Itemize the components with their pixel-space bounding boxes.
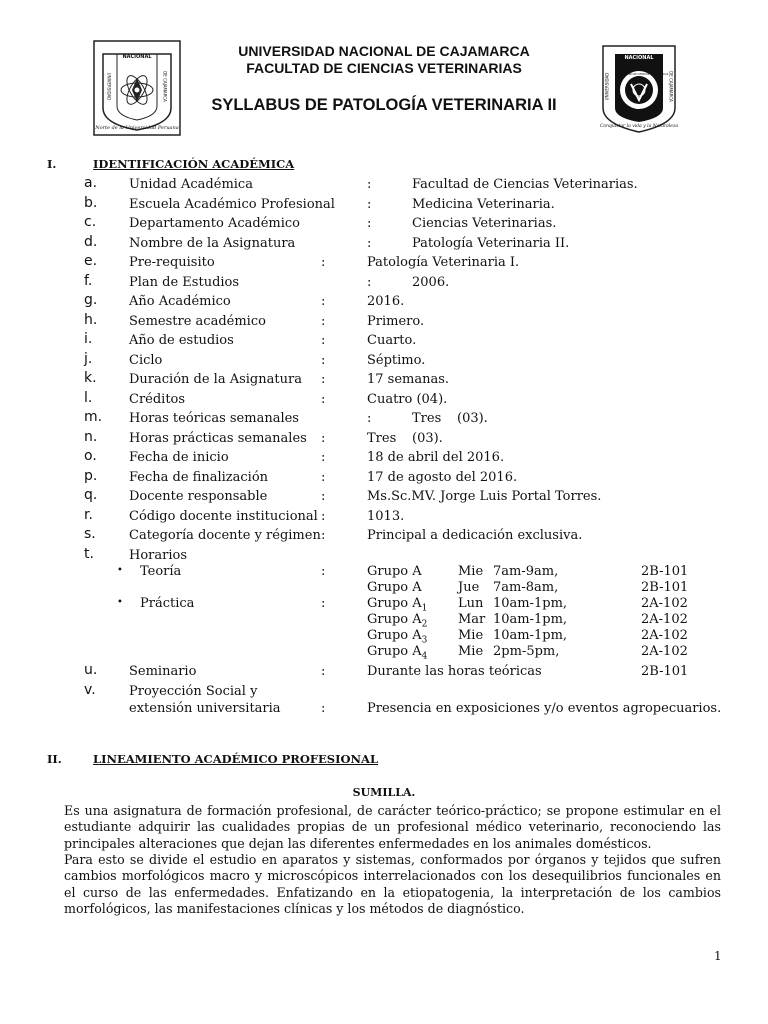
seminario-aula: 2B-101 <box>641 664 689 679</box>
seminario-label: Seminario <box>129 664 197 679</box>
item-letter-s: s. <box>84 526 96 542</box>
item-colon-q: : <box>321 489 326 504</box>
item-letter-m: m. <box>84 409 103 425</box>
schedule-day: Mar <box>458 612 486 627</box>
item-letter-g: g. <box>84 292 98 308</box>
sumilla-paragraph-2: Para esto se divide el estudio en aparatos y sistemas, conformados por órganos y tejidos que sufren cambios morfológicos macro y microscópicos interrelacionados con los desequilibrios funcionales en el curso de las enfermedades. Enfatizando en la etiopatogenia, la interpretación de los cambios morfológicos, las manifestaciones clínicas y los métodos de diagnóstico. <box>64 852 721 917</box>
item-letter-t: t. <box>84 546 94 562</box>
item-label-p: Fecha de finalización <box>129 470 269 485</box>
item-value-k: 17 semanas. <box>367 372 450 387</box>
item-letter-v: v. <box>84 682 96 698</box>
schedule-group: Grupo $A_2$ <box>367 612 428 630</box>
item-label-g: Año Académico <box>129 294 231 309</box>
item-value-e: Patología Veterinaria I. <box>367 255 520 270</box>
proyeccion-value: Presencia en exposiciones y/o eventos agropecuarios. <box>367 701 722 716</box>
item-colon-j: : <box>321 353 326 368</box>
schedule-time: 10am-1pm, <box>493 596 568 611</box>
schedule-group: Grupo $A_3$ <box>367 628 428 646</box>
schedule-day: Lun <box>458 596 484 611</box>
item-value-o: 18 de abril del 2016. <box>367 450 505 465</box>
section-2-number: II. <box>47 752 62 766</box>
item-value-p: 17 de agosto del 2016. <box>367 470 518 485</box>
item-colon-g: : <box>321 294 326 309</box>
schedule-group: Grupo A <box>367 580 422 595</box>
schedule-day: Mie <box>458 628 484 643</box>
proyeccion-colon: : <box>321 701 326 716</box>
item-colon-e: : <box>321 255 326 270</box>
item-label-d: Nombre de la Asignatura <box>129 236 296 251</box>
horario-teoria-label: Teoría <box>140 564 182 579</box>
item-colon-f: : <box>367 275 372 290</box>
item-value-l: Cuatro (04). <box>367 392 448 407</box>
item-letter-d: d. <box>84 234 98 250</box>
schedule-group: Grupo $A_1$ <box>367 596 428 614</box>
item-colon-p: : <box>321 470 326 485</box>
schedule-group-subscript: 4 <box>421 651 428 662</box>
item-colon-o: : <box>321 450 326 465</box>
item-label-l: Créditos <box>129 392 186 407</box>
item-label-j: Ciclo <box>129 353 163 368</box>
item-label-e: Pre-requisito <box>129 255 215 270</box>
item-colon-r: : <box>321 509 326 524</box>
schedule-time: 7am-9am, <box>493 564 559 579</box>
bullet-teoria: • <box>117 565 123 576</box>
logo-right-motto: Conquistar la vida y la Naturaleza <box>599 124 679 129</box>
item-label-c: Departamento Académico <box>129 216 300 231</box>
item-label-f: Plan de Estudios <box>129 275 240 290</box>
item-letter-o: o. <box>84 448 97 464</box>
schedule-day: Mie <box>458 644 484 659</box>
logo-left-side-text-2: DE CAJAMARCA <box>162 71 168 102</box>
schedule-group-subscript: 2 <box>421 619 428 630</box>
item-label-h: Semestre académico <box>129 314 266 329</box>
item-label-k: Duración de la Asignatura <box>129 372 302 387</box>
item-value-c: Ciencias Veterinarias. <box>412 216 557 231</box>
item-letter-h: h. <box>84 312 98 328</box>
item-letter-u: u. <box>84 662 98 678</box>
schedule-room: 2A-102 <box>641 644 688 659</box>
document-title: SYLLABUS DE PATOLOGÍA VETERINARIA II <box>211 96 557 114</box>
logo-left-motto: Norte de la Universidad Peruana <box>95 125 179 131</box>
item-letter-b: b. <box>84 195 98 211</box>
item-value-j: Séptimo. <box>367 353 426 368</box>
seminario-colon: : <box>321 664 326 679</box>
logo-right-side-text-2: DE CAJAMARCA <box>668 71 674 102</box>
sumilla-paragraph-1: Es una asignatura de formación profesional, de carácter teórico-práctico; se propone estimular en el estudiante adquirir las cualidades propias de un profesional médico veterinario, reconociendo las principales alteraciones que dejan las diferentes enfermedades en los animales domésticos. <box>64 803 721 851</box>
item-colon-d: : <box>367 236 372 251</box>
item-value-f: 2006. <box>412 275 450 290</box>
item-letter-j: j. <box>84 351 93 367</box>
item-value-m: Tres <box>412 411 442 426</box>
schedule-room: 2A-102 <box>641 628 688 643</box>
item-value-g: 2016. <box>367 294 405 309</box>
logo-right-arc-text: FACULTAD DE CIENCIAS VETERINARIAS <box>620 73 669 76</box>
item-value-d: Patología Veterinaria II. <box>412 236 570 251</box>
schedule-group-subscript: 1 <box>421 603 428 614</box>
item-label-o: Fecha de inicio <box>129 450 229 465</box>
horario-practica-colon: : <box>321 596 326 611</box>
item-label-r: Código docente institucional <box>129 509 318 524</box>
item-letter-c: c. <box>84 214 97 230</box>
page-number: 1 <box>714 949 722 963</box>
seminario-value: Durante las horas teóricas <box>367 664 542 679</box>
item-label-b: Escuela Académico Profesional <box>129 197 335 212</box>
logo-left-top-text: NACIONAL <box>122 54 152 60</box>
schedule-time: 10am-1pm, <box>493 628 568 643</box>
schedule-time: 10am-1pm, <box>493 612 568 627</box>
item-label-s: Categoría docente y régimen <box>129 528 321 543</box>
item-colon-i: : <box>321 333 326 348</box>
horario-teoria-colon: : <box>321 564 326 579</box>
schedule-group-subscript: 3 <box>421 635 428 646</box>
item-value-r: 1013. <box>367 509 405 524</box>
item-value-a: Facultad de Ciencias Veterinarias. <box>412 177 638 192</box>
schedule-day: Jue <box>458 580 480 595</box>
item-value-extra-n: (03). <box>412 431 443 446</box>
schedule-room: 2B-101 <box>641 564 689 579</box>
university-name: UNIVERSIDAD NACIONAL DE CAJAMARCA <box>238 43 530 59</box>
section-1-number: I. <box>47 157 57 171</box>
section-2-title: LINEAMIENTO ACADÉMICO PROFESIONAL <box>93 752 379 766</box>
item-label-i: Año de estudios <box>129 333 234 348</box>
item-label-t: Horarios <box>129 548 187 563</box>
logo-right-side-text: UNIVERSIDAD <box>604 72 610 101</box>
item-value-b: Medicina Veterinaria. <box>412 197 555 212</box>
item-colon-k: : <box>321 372 326 387</box>
item-value-q: Ms.Sc.MV. Jorge Luis Portal Torres. <box>367 489 602 504</box>
item-colon-a: : <box>367 177 372 192</box>
item-letter-n: n. <box>84 429 98 445</box>
section-1-title: IDENTIFICACIÓN ACADÉMICA <box>93 157 295 171</box>
item-value-i: Cuarto. <box>367 333 417 348</box>
bullet-practica: • <box>117 597 123 608</box>
schedule-group: Grupo $A_4$ <box>367 644 428 662</box>
item-value-h: Primero. <box>367 314 425 329</box>
schedule-day: Mie <box>458 564 484 579</box>
faculty-name: FACULTAD DE CIENCIAS VETERINARIAS <box>246 60 522 76</box>
schedule-time: 2pm-5pm, <box>493 644 560 659</box>
logo-right-top-text: NACIONAL <box>624 55 654 61</box>
item-colon-m: : <box>367 411 372 426</box>
item-letter-l: l. <box>84 390 93 406</box>
item-label-a: Unidad Académica <box>129 177 253 192</box>
item-letter-f: f. <box>84 273 93 289</box>
item-letter-k: k. <box>84 370 97 386</box>
item-colon-l: : <box>321 392 326 407</box>
horario-practica-label: Práctica <box>140 596 195 611</box>
sumilla-title: SUMILLA. <box>352 786 416 799</box>
item-colon-c: : <box>367 216 372 231</box>
item-label-n: Horas prácticas semanales <box>129 431 307 446</box>
item-letter-e: e. <box>84 253 98 269</box>
item-letter-a: a. <box>84 175 98 191</box>
schedule-room: 2A-102 <box>641 612 688 627</box>
item-letter-q: q. <box>84 487 98 503</box>
faculty-logo-right <box>599 40 679 136</box>
item-colon-n: : <box>321 431 326 446</box>
item-colon-s: : <box>321 528 326 543</box>
item-value-extra-m: (03). <box>457 411 488 426</box>
item-letter-r: r. <box>84 507 93 523</box>
item-label-m: Horas teóricas semanales <box>129 411 299 426</box>
item-value-n: Tres <box>367 431 397 446</box>
university-logo-left <box>93 40 181 136</box>
schedule-time: 7am-8am, <box>493 580 559 595</box>
proyeccion-label-2: extensión universitaria <box>129 701 281 716</box>
item-colon-b: : <box>367 197 372 212</box>
item-letter-i: i. <box>84 331 93 347</box>
item-label-q: Docente responsable <box>129 489 268 504</box>
item-colon-h: : <box>321 314 326 329</box>
item-value-s: Principal a dedicación exclusiva. <box>367 528 583 543</box>
schedule-room: 2A-102 <box>641 596 688 611</box>
logo-left-side-text: UNIVERSIDAD <box>106 72 112 101</box>
schedule-group: Grupo A <box>367 564 422 579</box>
proyeccion-label-1: Proyección Social y <box>129 684 258 699</box>
item-letter-p: p. <box>84 468 98 484</box>
schedule-room: 2B-101 <box>641 580 689 595</box>
